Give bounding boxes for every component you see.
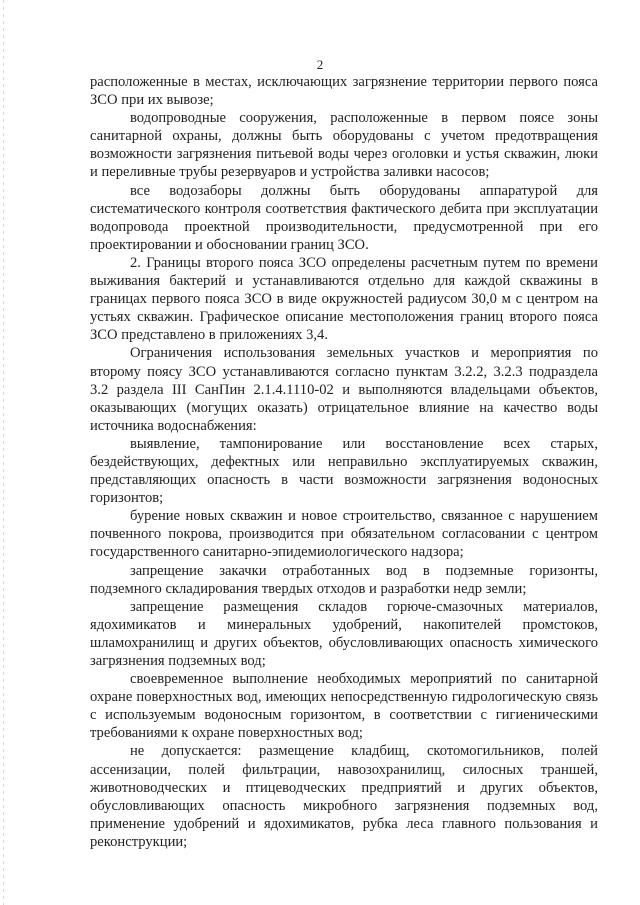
list-item-prohibited: не допускается: размещение кладбищ, скотомогильников, полей ассенизации, полей фильтрации, навозохранилищ, силосных траншей, животноводческих и птицеводческих предприятий и других объектов, обусловливающих опасность микробного загрязнения подземных вод, применение удобрений и ядохимикатов, рубка леса главного пользования и реконструкции; xyxy=(90,743,598,850)
paragraph-restrictions-intro: Ограничения использования земельных участков и мероприятия по второму поясу ЗСО устанавливаются согласно пунктам 3.2.2, 3.2.3 подраздела 3.2 раздела III СанПин 2.1.4.1110-02 и выполняются владельцами объектов, оказывающих (могущих оказать) отрицательное влияние на качество воды источника водоснабжения: xyxy=(90,345,598,434)
paragraph-second-zone-boundaries: 2. Границы второго пояса ЗСО определены расчетным путем по времени выживания бактерий и устанавливаются отдельно для каждой скважины в границах первого пояса ЗСО в виде окружностей радиусом 30,0 м с центром на устьях скважин. Графическое описание местоположения границ второго пояса ЗСО представлено в приложениях 3,4. xyxy=(90,254,598,344)
paragraph-water-facilities: водопроводные сооружения, расположенные в первом поясе зоны санитарной охраны, должны быть оборудованы с учетом предотвращения возможности загрязнения питьевой воды через оголовки и устья скважин, люки и переливные трубы резервуаров и устройства заливки насосов; xyxy=(90,110,598,181)
paragraph-water-intakes: все водозаборы должны быть оборудованы аппаратурой для систематического контроля соответствия фактического дебита при эксплуатации водопровода проектной производительности, предусмотренной при его проектировании и обосновании границ ЗСО. xyxy=(90,182,598,253)
list-item-surface-water: своевременное выполнение необходимых мероприятий по санитарной охране поверхностных вод, имеющих непосредственную гидрологическую связь с используемым водоносным горизонтом, в соответствии с гигиеническими требованиями к охране поверхностных вод; xyxy=(90,671,598,742)
list-item-well-identification: выявление, тампонирование или восстановление всех старых, бездействующих, дефектных или неправильно эксплуатируемых скважин, представляющих опасность в части возможности загрязнения водоносных горизонтов; xyxy=(90,435,598,507)
list-item-injection-ban: запрещение закачки отработанных вод в подземные горизонты, подземного складирования твердых отходов и разработки недр земли; xyxy=(90,562,598,597)
list-item-drilling: бурение новых скважин и новое строительство, связанное с нарушением почвенного покрова, производится при обязательном согласовании с центром государственного санитарно-эпидемиологического надзора; xyxy=(90,508,598,561)
list-item-storage-ban: запрещение размещения складов горюче-смазочных материалов, ядохимикатов и минеральных удобрений, накопителей промстоков, шламохранилищ и других объектов, обусловливающих опасность химического загрязнения подземных вод; xyxy=(90,598,598,669)
paragraph-continuation: расположенные в местах, исключающих загрязнение территории первого пояса ЗСО при их вывозе; xyxy=(90,74,598,109)
scan-edge-line xyxy=(3,0,4,905)
page-number: 2 xyxy=(316,57,324,72)
document-body xyxy=(90,73,598,851)
